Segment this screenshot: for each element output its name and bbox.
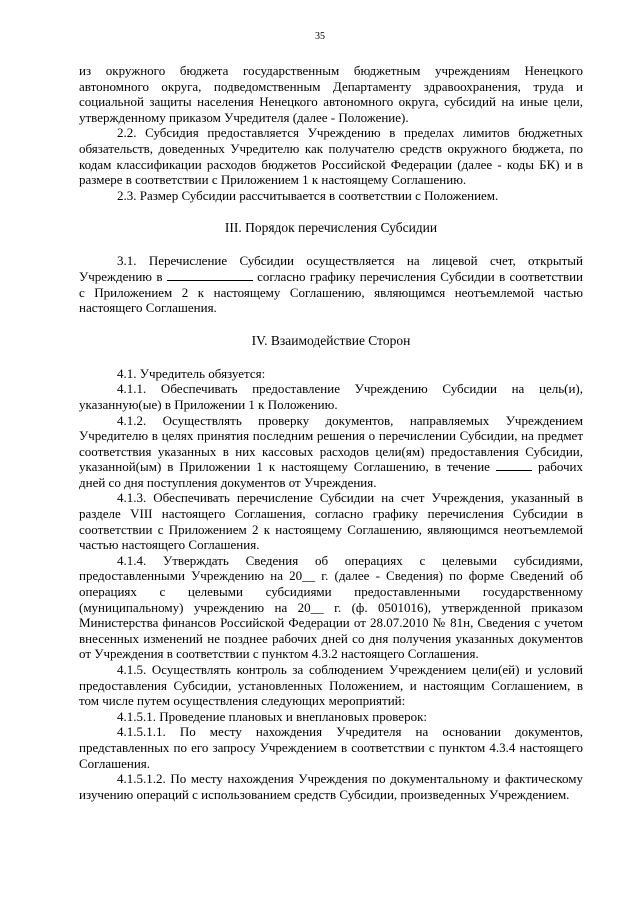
section-heading-iv: IV. Взаимодействие Сторон (251, 332, 411, 348)
paragraph-4-1-2-start: 4.1.2. Осуществлять проверку документов, направляемых Учреждением Учредителю в целях принятия последним решения о перечислении Субсидии, на предмет соответствия указанных в них кассовых расходов цели(ям) предоставления Субсидии, указанной(ым) в Приложении 1 к настоящему Соглашению, в течение (79, 412, 583, 475)
section-heading-iii: III. Порядок перечисления Субсидии (224, 220, 438, 236)
page-number: 35 (315, 31, 325, 42)
paragraph-3-1 (79, 253, 583, 315)
paragraph-4-1-5: 4.1.5. Осуществлять контроль за соблюдением Учреждением цели(ей) и условий предоставления Субсидии, установленных Положением, и настоящим Соглашением, в том числе путем осуществления следующих мероприятий: (79, 662, 583, 709)
document-body (79, 63, 583, 802)
paragraph-3-1-end: согласно графику перечисления Субсидии в соответствии с Приложением 2 к настоящему Соглашению, являющимся неотъемлемой частью настоящего Соглашения. (79, 268, 583, 316)
blank-field (167, 269, 253, 281)
paragraph-4-1-5-1-1: 4.1.5.1.1. По месту нахождения Учредителя на основании документов, представленных по его запросу Учреждением в соответствии с пунктом 4.3.4 настоящего Соглашения. (79, 724, 583, 771)
paragraph-4-1-2-end: рабочих дней со дня поступления документов от Учреждения. (79, 459, 583, 490)
paragraph-4-1: 4.1. Учредитель обязуется: (117, 365, 266, 381)
paragraph-3-1-start: 3.1. Перечисление Субсидии осуществляется на лицевой счет, открытый Учреждению в (79, 253, 583, 284)
paragraph-4-1-2 (79, 413, 583, 491)
paragraph-4-1-3: 4.1.3. Обеспечивать перечисление Субсидии на счет Учреждения, указанный в разделе VIII настоящего Соглашения, согласно графику перечисления Субсидии в соответствии с Приложением 2 к настоящему Соглашению, являющимся неотъемлемой частью настоящего Соглашения. (79, 490, 583, 553)
paragraph-intro: из окружного бюджета государственным бюджетным учреждениям Ненецкого автономного округа, подведомственным Департаменту здравоохранения, труда и социальной защиты населения Ненецкого автономного округа, субсидий на иные цели, утвержденному приказом Учредителя (далее - Положение). (79, 63, 583, 125)
paragraph-2-2: 2.2. Субсидия предоставляется Учреждению в пределах лимитов бюджетных обязательств, доведенных Учредителю как получателю средств окружного бюджета, по кодам классификации расходов бюджетов Российской Федерации (далее - коды БК) и в размере в соответствии с Приложением 1 к настоящему Соглашению. (79, 125, 583, 188)
paragraph-4-1-1: 4.1.1. Обеспечивать предоставление Учреждению Субсидии на цель(и), указанную(ые) в Приложении 1 к Положению. (79, 381, 583, 412)
blank-field (496, 459, 532, 471)
paragraph-4-1-4: 4.1.4. Утверждать Сведения об операциях с целевыми субсидиями, предоставленными Учреждению на 20__ г. (далее - Сведения) по форме Сведений об операциях с целевыми субсидиями предоставленными государственному (муниципальному) учреждению на 20__ г. (ф. 0501016), утвержденной приказом Министерства финансов Российской Федерации от 28.07.2010 № 81н, Сведения с учетом внесенных изменений не позднее рабочих дней со дня получения указанных документов от Учреждения в соответствии с пунктом 4.3.2 настоящего Соглашения. (79, 552, 583, 662)
paragraph-2-3: 2.3. Размер Субсидии рассчитывается в соответствии с Положением. (117, 187, 499, 203)
paragraph-4-1-5-1: 4.1.5.1. Проведение плановых и внеплановых проверок: (117, 708, 427, 724)
paragraph-4-1-5-1-2: 4.1.5.1.2. По месту нахождения Учреждения по документальному и фактическому изучению операций с использованием средств Субсидии, произведенных Учреждением. (79, 771, 583, 802)
